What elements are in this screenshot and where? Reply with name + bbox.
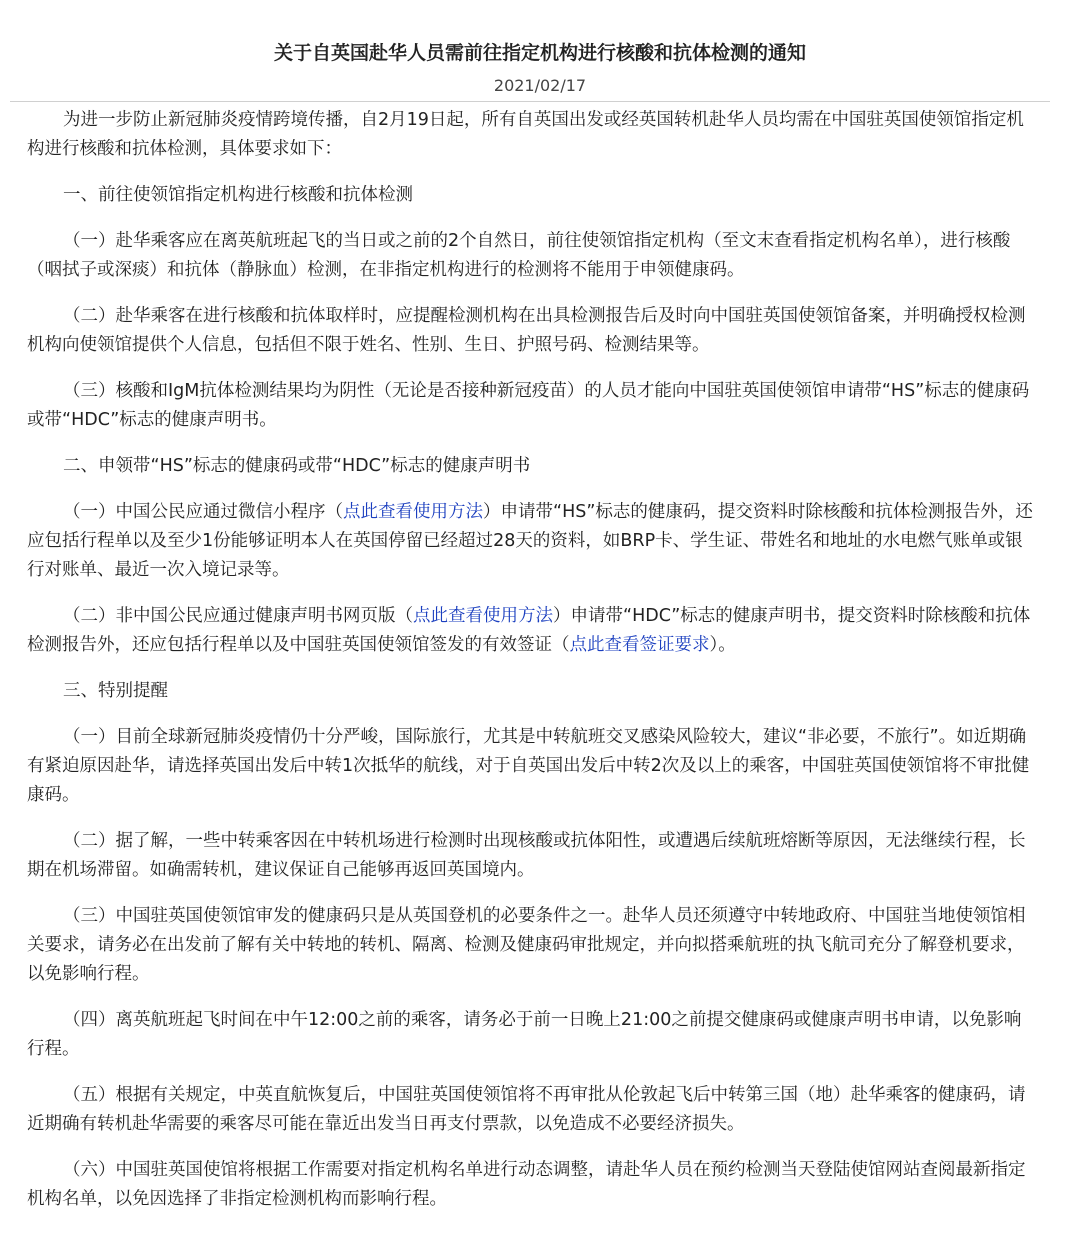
section2-item-2-text-b: ）申请带“HDC”标志的健康声明书，提交资料时除核酸和抗体检测报告外，还应包括行程单以及中国驻英国使领馆签发的有效签证（ [27,606,1031,655]
publish-date: 2021/02/17 [493,76,587,95]
section3-item-2: （二）据了解，一些中转乘客因在中转机场进行检测时出现核酸或抗体阳性，或遭遇后续航班熔断等原因，无法继续行程，长期在机场滞留。如确需转机，建议保证自己能够再返回英国境内。 [27,831,1026,880]
section3-item-4: （四）离英航班起飞时间在中午12:00之前的乘客，请务必于前一日晚上21:00之前提交健康码或健康声明书申请，以免影响行程。 [27,1010,1022,1059]
visa-requirements-link[interactable]: 点此查看签证要求 [569,635,710,655]
section3-item-5: （五）根据有关规定，中英直航恢复后，中国驻英国使领馆将不再审批从伦敦起飞后中转第三国（地）赴华乘客的健康码，请近期确有转机赴华需要的乘客尽可能在靠近出发当日再支付票款，以免造成不必要经济损失。 [27,1085,1026,1134]
section3-item-6: （六）中国驻英国使馆将根据工作需要对指定机构名单进行动态调整，请赴华人员在预约检测当天登陆使馆网站查阅最新指定机构名单，以免因选择了非指定检测机构而影响行程。 [27,1160,1026,1209]
section3-item-1: （一）目前全球新冠肺炎疫情仍十分严峻，国际旅行，尤其是中转航班交叉感染风险较大，建议“非必要，不旅行”。如近期确有紧迫原因赴华，请选择英国出发后中转1次抵华的航线，对于自英国出发后中转2次及以上的乘客，中国驻英国使领馆将不审批健康码。 [27,727,1030,805]
section1-item-1: （一）赴华乘客应在离英航班起飞的当日或之前的2个自然日，前往使领馆指定机构（至文末查看指定机构名单），进行核酸（咽拭子或深痰）和抗体（静脉血）检测，在非指定机构进行的检测将不能用于申领健康码。 [27,231,1011,280]
web-usage-guide-link[interactable]: 点此查看使用方法 [413,606,553,626]
section-heading-3: 三、特别提醒 [63,681,168,701]
section2-item-2-text-c: ）。 [709,635,736,655]
section2-item-1-text-b: ）申请带“HS”标志的健康码，提交资料时除核酸和抗体检测报告外，还应包括行程单以及至少1份能够证明本人在英国停留已经超过28天的资料，如BRP卡、学生证、带姓名和地址的水电燃气账单或银行对账单、最近一次入境记录等。 [27,502,1033,580]
section2-item-1 [27,498,1033,585]
section1-item-2: （二）赴华乘客在进行核酸和抗体取样时，应提醒检测机构在出具检测报告后及时向中国驻英国使领馆备案，并明确授权检测机构向使领馆提供个人信息，包括但不限于姓名、性别、生日、护照号码、检测结果等。 [27,306,1026,355]
section-heading-1: 一、前往使领馆指定机构进行核酸和抗体检测 [63,185,413,205]
article-body [27,106,1033,1214]
page-title: 关于自英国赴华人员需前往指定机构进行核酸和抗体检测的通知 [273,42,806,64]
section1-item-3: （三）核酸和IgM抗体检测结果均为阴性（无论是否接种新冠疫苗）的人员才能向中国驻英国使领馆申请带“HS”标志的健康码或带“HDC”标志的健康声明书。 [27,381,1030,430]
section-heading-2: 二、申领带“HS”标志的健康码或带“HDC”标志的健康声明书 [63,456,531,476]
section2-item-1-text-a: （一）中国公民应通过微信小程序（ [63,502,343,522]
divider [10,101,1050,102]
wechat-usage-guide-link[interactable]: 点此查看使用方法 [343,502,483,522]
intro-paragraph: 为进一步防止新冠肺炎疫情跨境传播，自2月19日起，所有自英国出发或经英国转机赴华人员均需在中国驻英国使领馆指定机构进行核酸和抗体检测，具体要求如下： [27,110,1024,159]
section2-item-2 [27,602,1033,660]
section2-item-2-text-a: （二）非中国公民应通过健康声明书网页版（ [63,606,413,626]
section3-item-3: （三）中国驻英国使领馆审发的健康码只是从英国登机的必要条件之一。赴华人员还须遵守中转地政府、中国驻当地使领馆相关要求，请务必在出发前了解有关中转地的转机、隔离、检测及健康码审批规定，并向拟搭乘航班的执飞航司充分了解登机要求，以免影响行程。 [27,906,1026,984]
